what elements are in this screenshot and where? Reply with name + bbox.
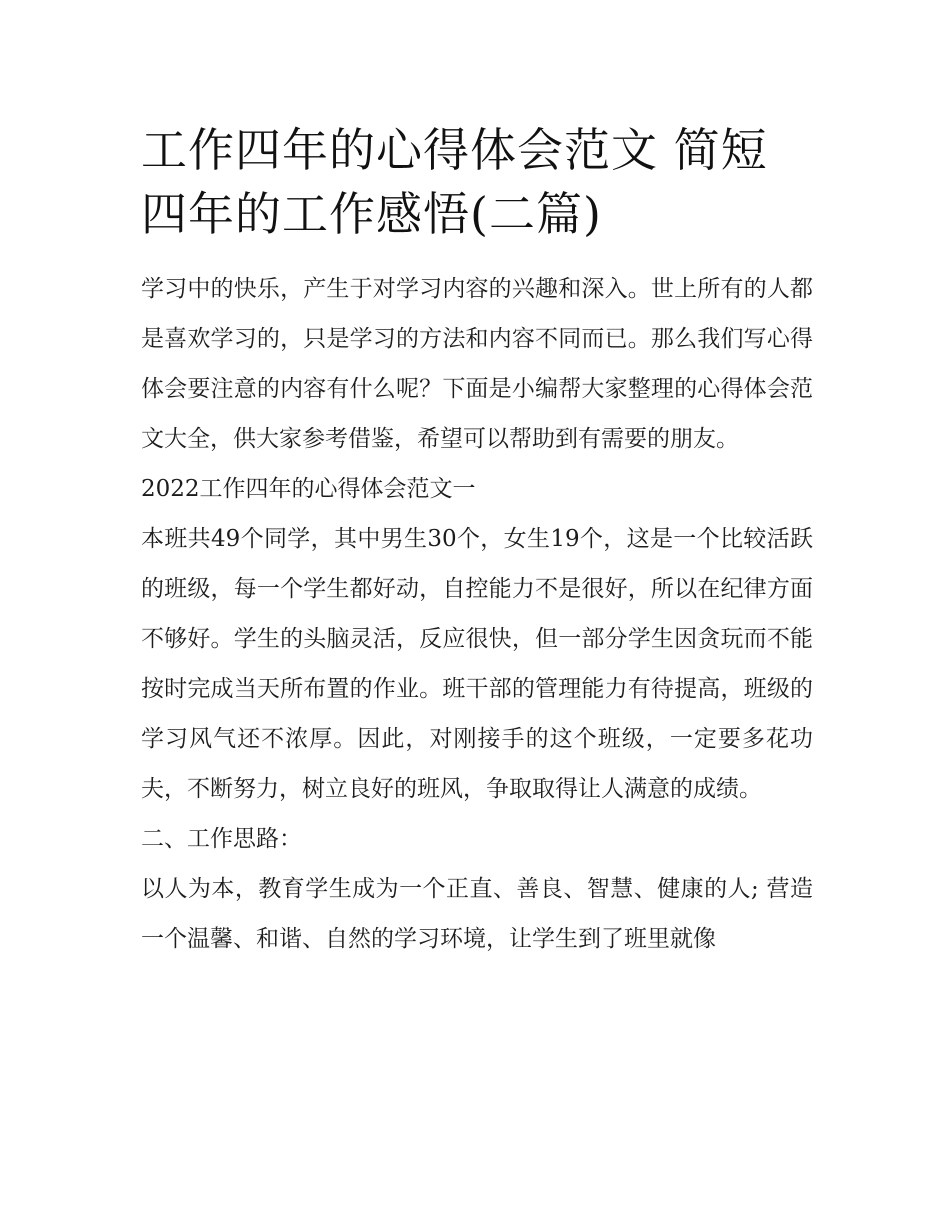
title-line-1: 工作四年的心得体会范文 简短: [141, 123, 768, 177]
intro-paragraph: 学习中的快乐，产生于对学习内容的兴趣和深入。世上所有的人都是喜欢学习的，只是学习的方法和内容不同而已。那么我们写心得体会要注意的内容有什么呢？下面是小编帮大家整理的心得体会范文大全，供大家参考借鉴，希望可以帮助到有需要的朋友。: [141, 276, 813, 452]
title-line-2: 四年的工作感悟(二篇): [141, 187, 602, 241]
section-heading: 2022工作四年的心得体会范文一: [141, 476, 476, 502]
body-paragraph: 以人为本，教育学生成为一个正直、善良、智慧、健康的人; 营造一个温馨、和谐、自然的学习环境，让学生到了班里就像: [141, 876, 813, 952]
subsection-heading: 二、工作思路：: [141, 826, 302, 852]
document-page: [141, 118, 813, 964]
document-title: [141, 118, 813, 246]
body-paragraph: 本班共49个同学，其中男生30个，女生19个，这是一个比较活跃的班级，每一个学生都好动，自控能力不是很好，所以在纪律方面不够好。学生的头脑灵活，反应很快，但一部分学生因贪玩而不能按时完成当天所布置的作业。班干部的管理能力有待提高，班级的学习风气还不浓厚。因此，对刚接手的这个班级，一定要多花功夫，不断努力，树立良好的班风，争取取得让人满意的成绩。: [141, 526, 813, 802]
document-body: [141, 264, 813, 964]
